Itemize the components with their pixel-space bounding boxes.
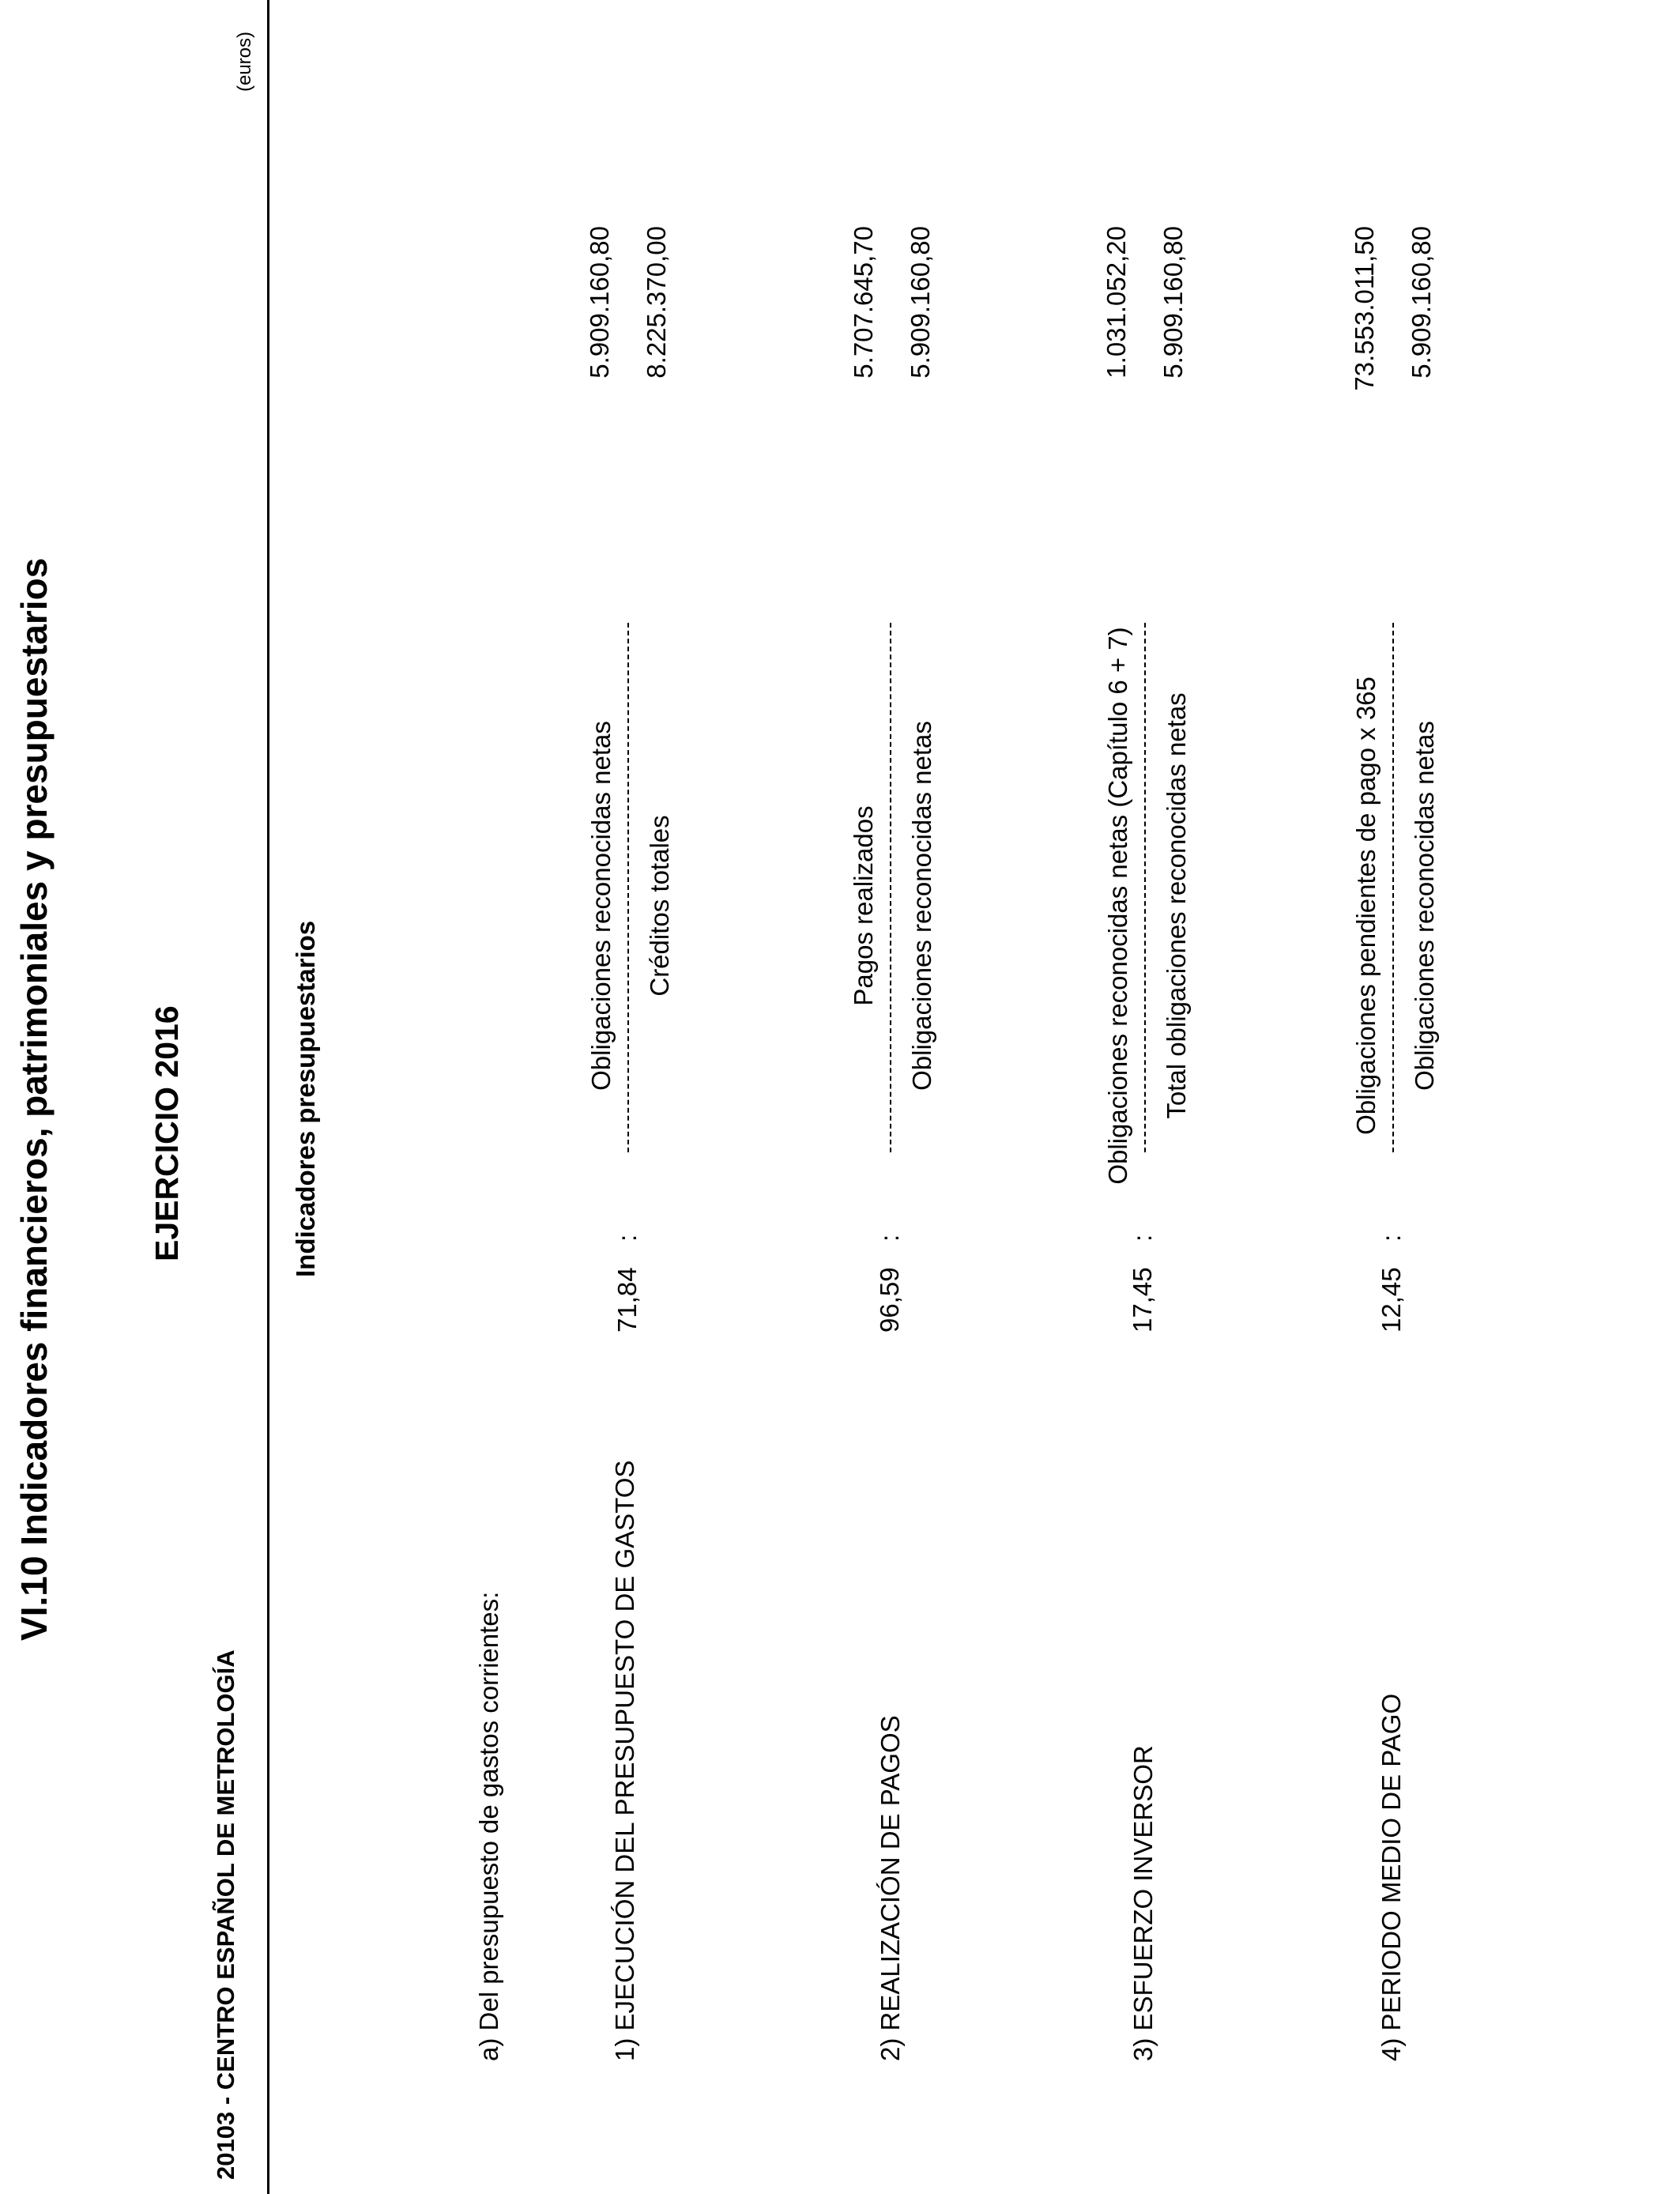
fraction-line bbox=[890, 623, 891, 1152]
numerator-value: 5.909.160,80 bbox=[585, 226, 614, 379]
denominator-label: Obligaciones reconocidas netas bbox=[1410, 721, 1439, 1091]
indicator-name: 2) REALIZACIÓN DE PAGOS bbox=[876, 1715, 905, 2061]
indicator-name: 3) ESFUERZO INVERSOR bbox=[1128, 1745, 1158, 2061]
numerator-value: 5.707.645,70 bbox=[849, 226, 878, 379]
section-subheading: a) Del presupuesto de gastos corrientes: bbox=[474, 1591, 503, 2061]
indicator-colon: : bbox=[875, 1234, 904, 1242]
numerator-value: 73.553.011,50 bbox=[1350, 226, 1379, 391]
numerator-label: Obligaciones pendientes de pago x 365 bbox=[1351, 677, 1381, 1135]
denominator-label: Créditos totales bbox=[645, 815, 674, 997]
fraction-line bbox=[1392, 623, 1394, 1152]
denominator-value: 5.909.160,80 bbox=[1407, 226, 1436, 379]
indicator-colon: : bbox=[1128, 1234, 1157, 1242]
denominator-value: 5.909.160,80 bbox=[906, 226, 935, 379]
fraction-line bbox=[1144, 623, 1146, 1152]
numerator-value: 1.031.052,20 bbox=[1102, 226, 1131, 379]
indicator-colon: : bbox=[1377, 1234, 1406, 1242]
denominator-label: Obligaciones reconocidas netas bbox=[907, 721, 936, 1091]
indicator-value: 12,45 bbox=[1377, 1267, 1406, 1333]
header-rule bbox=[267, 0, 269, 2194]
exercise-year: EJERCICIO 2016 bbox=[149, 1005, 185, 1261]
numerator-label: Pagos realizados bbox=[849, 805, 878, 1006]
fraction-line bbox=[627, 623, 629, 1152]
denominator-value: 8.225.370,00 bbox=[642, 226, 671, 379]
section-heading: Indicadores presupuestarios bbox=[291, 920, 320, 1277]
indicator-name: 1) EJECUCIÓN DEL PRESUPUESTO DE GASTOS bbox=[610, 1460, 639, 2061]
units-label: (euros) bbox=[234, 31, 255, 92]
indicator-value: 71,84 bbox=[612, 1267, 642, 1333]
indicator-value: 96,59 bbox=[875, 1267, 904, 1333]
indicator-name: 4) PERIODO MEDIO DE PAGO bbox=[1377, 1693, 1406, 2061]
denominator-label: Total obligaciones reconocidas netas bbox=[1162, 692, 1191, 1119]
denominator-value: 5.909.160,80 bbox=[1158, 226, 1188, 379]
indicator-value: 17,45 bbox=[1128, 1267, 1157, 1333]
numerator-label: Obligaciones reconocidas netas (Capítulo 6 + 7) bbox=[1103, 627, 1132, 1185]
report-title: VI.10 Indicadores financieros, patrimoniales y presupuestarios bbox=[13, 557, 55, 1641]
indicator-colon: : bbox=[612, 1234, 642, 1242]
entity-name: 20103 - CENTRO ESPAÑOL DE METROLOGÍA bbox=[212, 1649, 239, 2180]
numerator-label: Obligaciones reconocidas netas bbox=[586, 721, 616, 1091]
